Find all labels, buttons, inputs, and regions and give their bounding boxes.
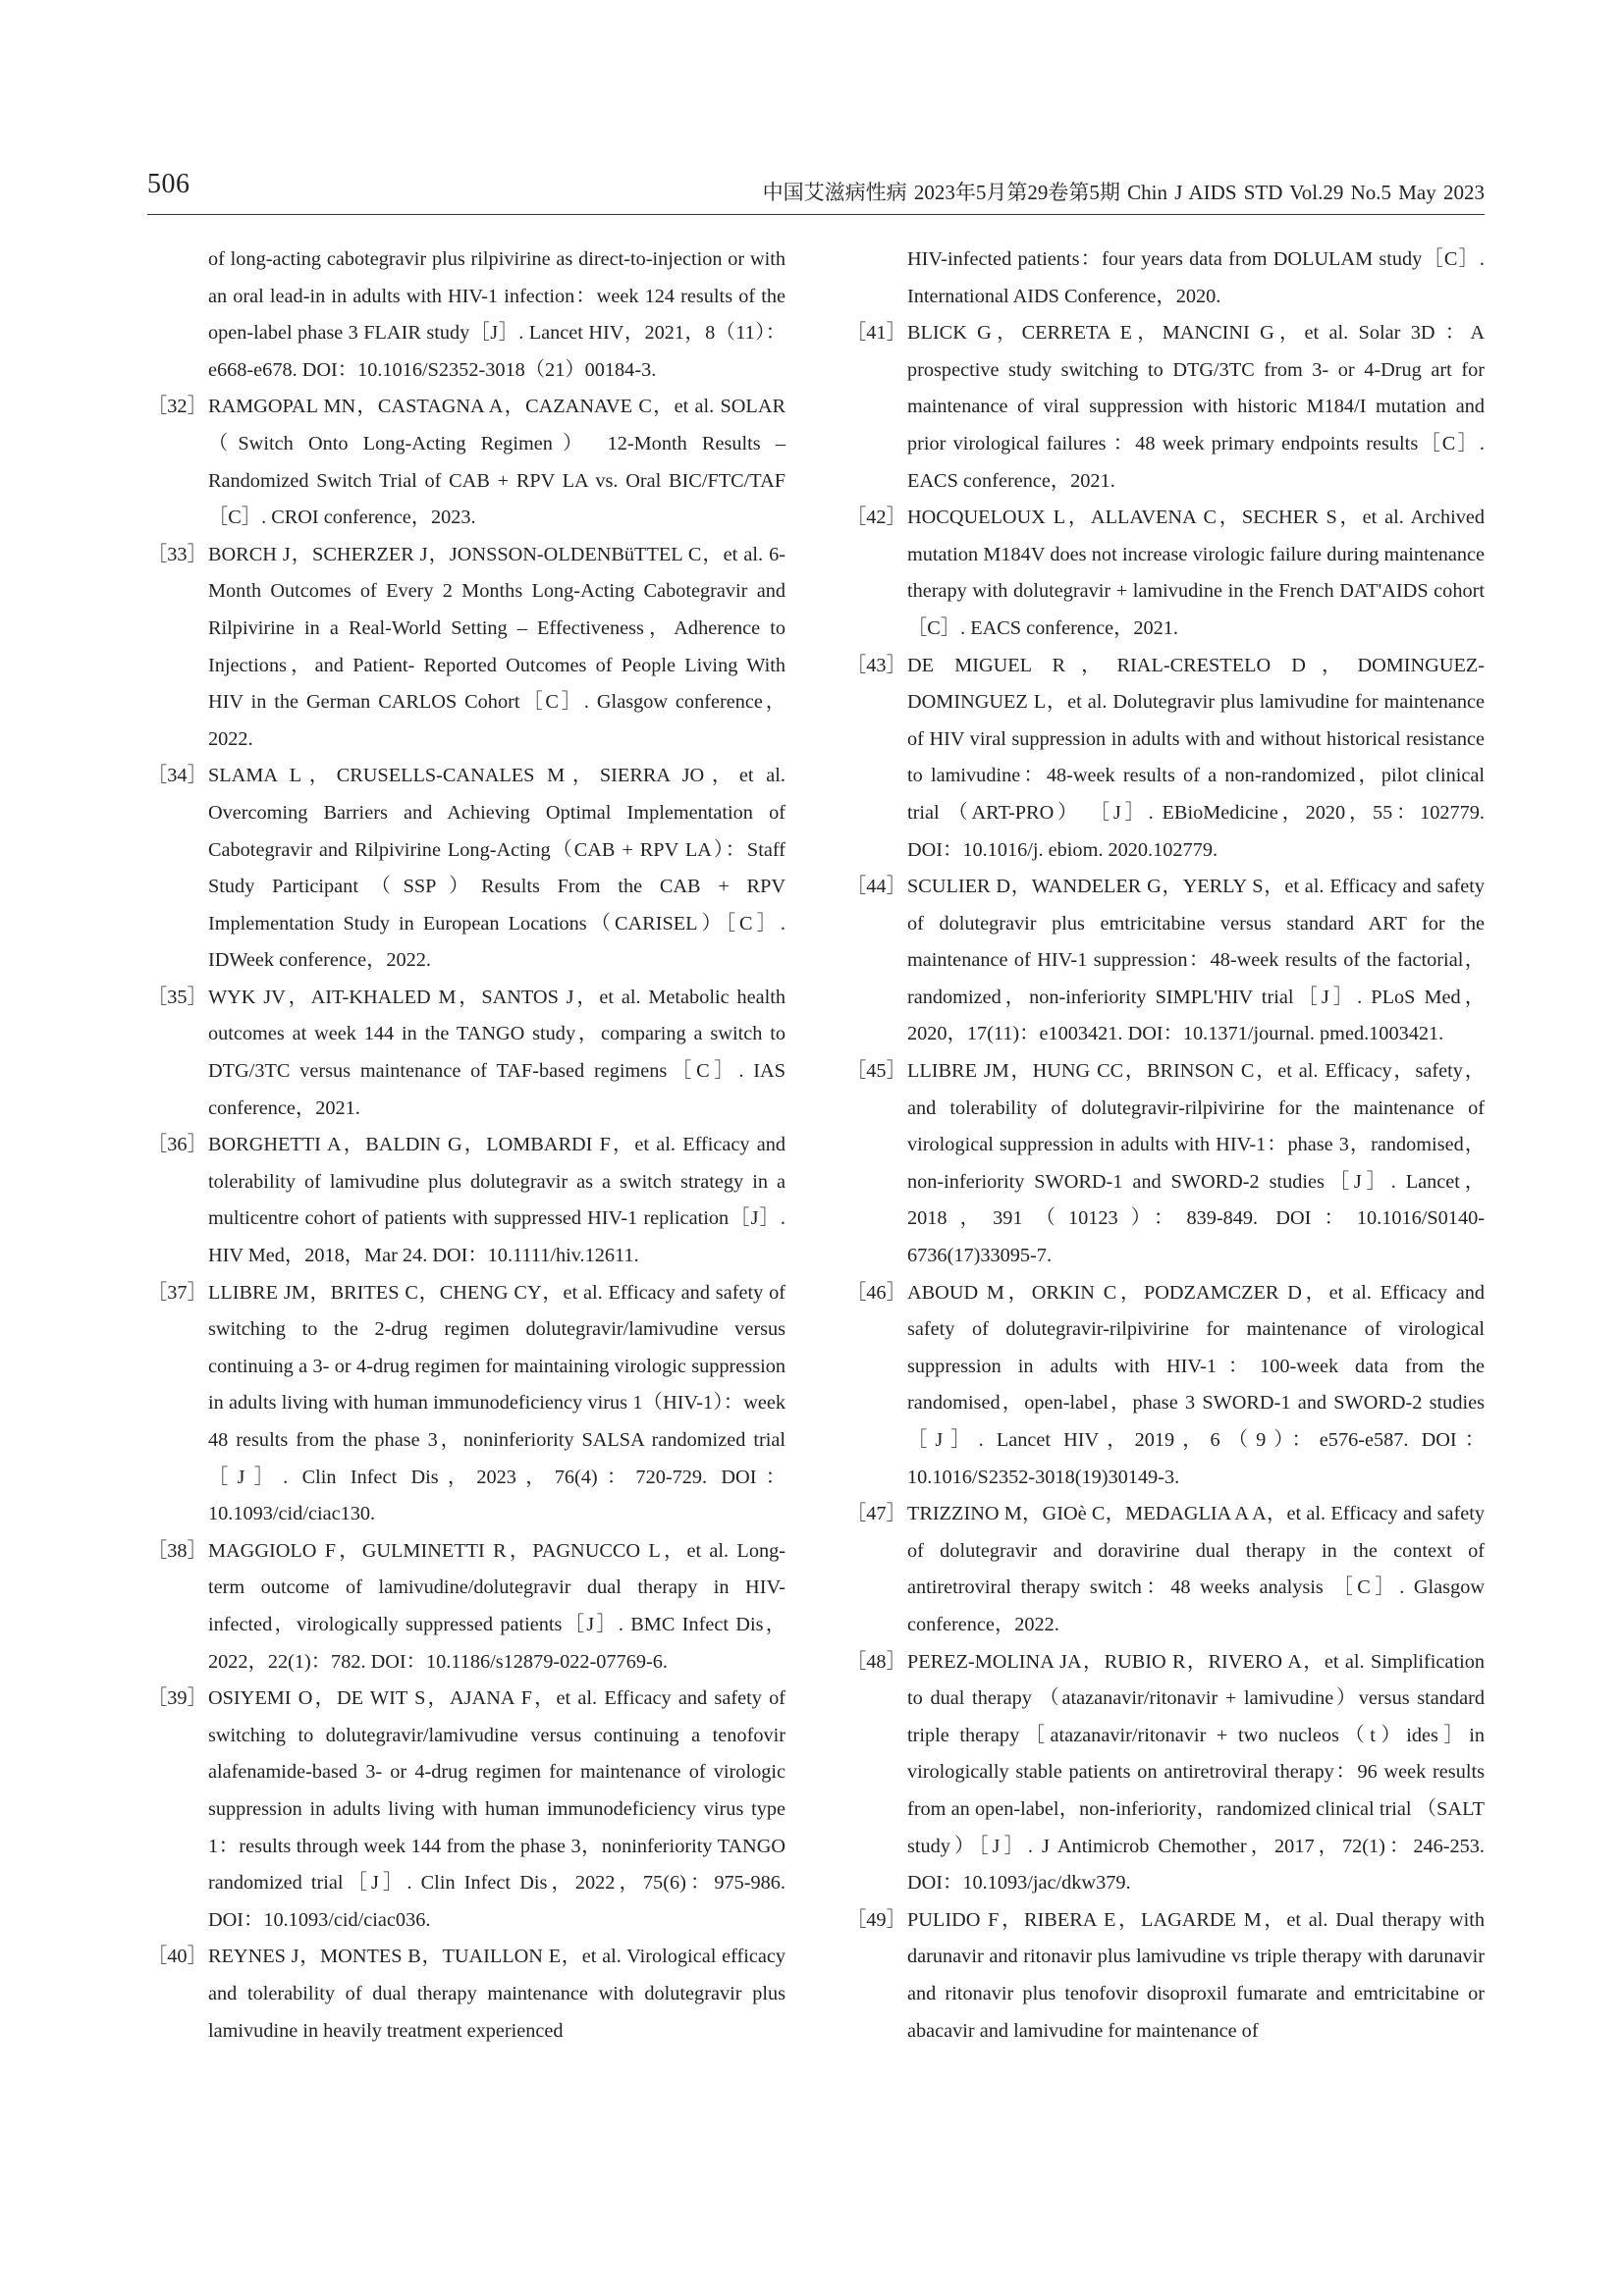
reference-number: ［32］ [147,396,207,418]
reference-entry [846,648,1485,870]
reference-number: ［39］ [147,1687,207,1710]
reference-text: PEREZ-MOLINA JA，RUBIO R，RIVERO A，et al. Simplification to dual therapy （atazanavir/ritonavir + lamivudine）versus standard triple therapy［atazanavir/ritonavir + two nucleos（t）ides］in virologically stable patients on antiretroviral therapy：96 week results from an open-label，non-inferiority，randomized clinical trial （SALT study）［J］. J Antimicrob Chemother，2017，72(1)：246-253. DOI：10.1093/jac/dkw379. [907,1650,1485,1895]
reference-number: ［46］ [846,1281,906,1304]
reference-entry-continued [147,241,785,389]
reference-number: ［41］ [846,322,906,345]
reference-entry [846,869,1485,1053]
journal-header: 中国艾滋病性病 2023年5月第29卷第5期 Chin J AIDS STD Vol.29 No.5 May 2023 [762,181,1485,204]
reference-text: SLAMA L，CRUSELLS-CANALES M，SIERRA JO，et al. Overcoming Barriers and Achieving Optimal Implementation of Cabotegravir and Rilpivirine Long-Acting（CAB + RPV LA）：Staff Study Participant（SSP）Results From the CAB + RPV Implementation Study in European Locations（CARISEL）［C］. IDWeek conference，2022. [208,765,785,972]
reference-entry [147,1681,785,1939]
reference-entry [147,1533,785,1681]
reference-column-left [147,241,785,2050]
reference-number: ［47］ [846,1503,906,1525]
reference-number: ［38］ [147,1539,207,1562]
reference-entry [147,758,785,980]
reference-number: ［45］ [846,1060,906,1083]
reference-text: HIV-infected patients：four years data from DOLULAM study［C］. International AIDS Conference，2020. [907,248,1485,307]
reference-entry [846,1275,1485,1497]
reference-text: WYK JV，AIT-KHALED M，SANTOS J，et al. Metabolic health outcomes at week 144 in the TANGO study，comparing a switch to DTG/3TC versus maintenance of TAF-based regimens［C］. IAS conference，2021. [208,986,785,1119]
reference-entry [147,980,785,1127]
reference-entry [846,1496,1485,1643]
reference-text: BORGHETTI A，BALDIN G，LOMBARDI F，et al. Efficacy and tolerability of lamivudine plus dolutegravir as a switch strategy in a multicentre cohort of patients with suppressed HIV-1 replication［J］. HIV Med，2018，Mar 24. DOI：10.1111/hiv.12611. [208,1134,785,1267]
reference-entry [846,1902,1485,2050]
reference-column-right [846,241,1485,2050]
reference-number: ［37］ [147,1281,207,1304]
reference-text: TRIZZINO M，GIOè C，MEDAGLIA A A，et al. Efficacy and safety of dolutegravir and doravirine dual therapy in the context of antiretroviral therapy switch：48 weeks analysis ［C］. Glasgow conference，2022. [907,1503,1485,1635]
reference-entry [147,389,785,536]
reference-text: OSIYEMI O，DE WIT S，AJANA F，et al. Efficacy and safety of switching to dolutegravir/lamivudine versus continuing a tenofovir alafenamide-based 3- or 4-drug regimen for maintenance of virologic suppression in adults living with human immunodeficiency virus type 1：results through week 144 from the phase 3，noninferiority TANGO randomized trial［J］. Clin Infect Dis，2022，75(6)：975-986. DOI：10.1093/cid/ciac036. [208,1687,785,1931]
reference-text: LLIBRE JM，BRITES C，CHENG CY，et al. Efficacy and safety of switching to the 2-drug regimen dolutegravir/lamivudine versus continuing a 3- or 4-drug regimen for maintaining virologic suppression in adults living with human immunodeficiency virus 1（HIV-1）：week 48 results from the phase 3，noninferiority SALSA randomized trial［J］. Clin Infect Dis，2023，76(4)：720-729. DOI：10.1093/cid/ciac130. [208,1281,785,1525]
reference-text: BLICK G，CERRETA E，MANCINI G，et al. Solar 3D ：A prospective study switching to DTG/3TC from 3- or 4-Drug art for maintenance of viral suppression with historic M184/I mutation and prior virological failures ：48 week primary endpoints results［C］. EACS conference，2021. [907,322,1485,492]
reference-text: REYNES J，MONTES B，TUAILLON E，et al. Virological efficacy and tolerability of dual therapy maintenance with dolutegravir plus lamivudine in heavily treatment experienced [208,1946,785,2042]
reference-number: ［48］ [846,1650,906,1673]
reference-entry [846,1053,1485,1275]
page-number: 506 [147,169,190,199]
reference-text: HOCQUELOUX L，ALLAVENA C，SECHER S，et al. Archived mutation M184V does not increase virologic failure during maintenance therapy with dolutegravir + lamivudine in the French DAT'AIDS cohort［C］. EACS conference，2021. [907,507,1485,639]
reference-text: SCULIER D，WANDELER G，YERLY S，et al. Efficacy and safety of dolutegravir plus emtricitabine versus standard ART for the maintenance of HIV-1 suppression：48-week results of the factorial，randomized，non-inferiority SIMPL'HIV trial［J］. PLoS Med，2020，17(11)：e1003421. DOI：10.1371/journal. pmed.1003421. [907,876,1485,1045]
reference-text: RAMGOPAL MN，CASTAGNA A，CAZANAVE C，et al. SOLAR （Switch Onto Long-Acting Regimen） 12-Month Results – Randomized Switch Trial of CAB + RPV LA vs. Oral BIC/FTC/TAF［C］. CROI conference，2023. [208,396,785,529]
reference-entry [147,1939,785,2050]
reference-text: of long-acting cabotegravir plus rilpivirine as direct-to-injection or with an oral lead-in in adults with HIV-1 infection：week 124 results of the open-label phase 3 FLAIR study［J］. Lancet HIV，2021，8（11）：e668-e678. DOI：10.1016/S2352-3018（21）00184-3. [208,248,785,381]
reference-number: ［34］ [147,765,207,787]
reference-text: LLIBRE JM，HUNG CC，BRINSON C，et al. Efficacy，safety，and tolerability of dolutegravir-rilpivirine for the maintenance of virological suppression in adults with HIV-1：phase 3，randomised，non-inferiority SWORD-1 and SWORD-2 studies［J］. Lancet，2018，391（10123）：839-849. DOI：10.1016/S0140-6736(17)33095-7. [907,1060,1485,1267]
reference-text: PULIDO F，RIBERA E，LAGARDE M，et al. Dual therapy with darunavir and ritonavir plus lamivudine vs triple therapy with darunavir and ritonavir plus tenofovir disoproxil fumarate and emtricitabine or abacavir and lamivudine for maintenance of [907,1908,1485,2042]
reference-number: ［49］ [846,1908,906,1931]
reference-number: ［33］ [147,543,207,565]
reference-number: ［35］ [147,986,207,1008]
reference-number: ［43］ [846,654,906,676]
reference-entry [846,315,1485,500]
reference-text: ABOUD M，ORKIN C，PODZAMCZER D，et al. Efficacy and safety of dolutegravir-rilpivirine for maintenance of virological suppression in adults with HIV-1：100-week data from the randomised，open-label，phase 3 SWORD-1 and SWORD-2 studies ［J］. Lancet HIV，2019，6（9）：e576-e587. DOI：10.1016/S2352-3018(19)30149-3. [907,1281,1485,1488]
reference-text: DE MIGUEL R，RIAL-CRESTELO D，DOMINGUEZ-DOMINGUEZ L，et al. Dolutegravir plus lamivudine for maintenance of HIV viral suppression in adults with and without historical resistance to lamivudine：48-week results of a non-randomized，pilot clinical trial （ART-PRO） ［J］. EBioMedicine，2020，55：102779. DOI：10.1016/j. ebiom. 2020.102779. [907,654,1485,861]
reference-number: ［36］ [147,1134,207,1156]
reference-number: ［44］ [846,876,906,898]
reference-entry [147,1275,785,1533]
header-rule [147,214,1485,215]
reference-entry [147,537,785,759]
reference-number: ［42］ [846,507,906,529]
reference-entry [846,1644,1485,1902]
reference-number: ［40］ [147,1946,207,1968]
reference-text: BORCH J，SCHERZER J，JONSSON-OLDENBüTTEL C，et al. 6-Month Outcomes of Every 2 Months Long-Acting Cabotegravir and Rilpivirine in a Real-World Setting – Effectiveness，Adherence to Injections，and Patient- Reported Outcomes of People Living With HIV in the German CARLOS Cohort［C］. Glasgow conference，2022. [208,543,785,750]
reference-entry [147,1127,785,1274]
reference-entry [846,500,1485,647]
reference-text: MAGGIOLO F，GULMINETTI R，PAGNUCCO L，et al. Long-term outcome of lamivudine/dolutegravir dual therapy in HIV-infected，virologically suppressed patients［J］. BMC Infect Dis，2022，22(1)：782. DOI：10.1186/s12879-022-07769-6. [208,1539,785,1673]
reference-entry-continued [846,241,1485,315]
